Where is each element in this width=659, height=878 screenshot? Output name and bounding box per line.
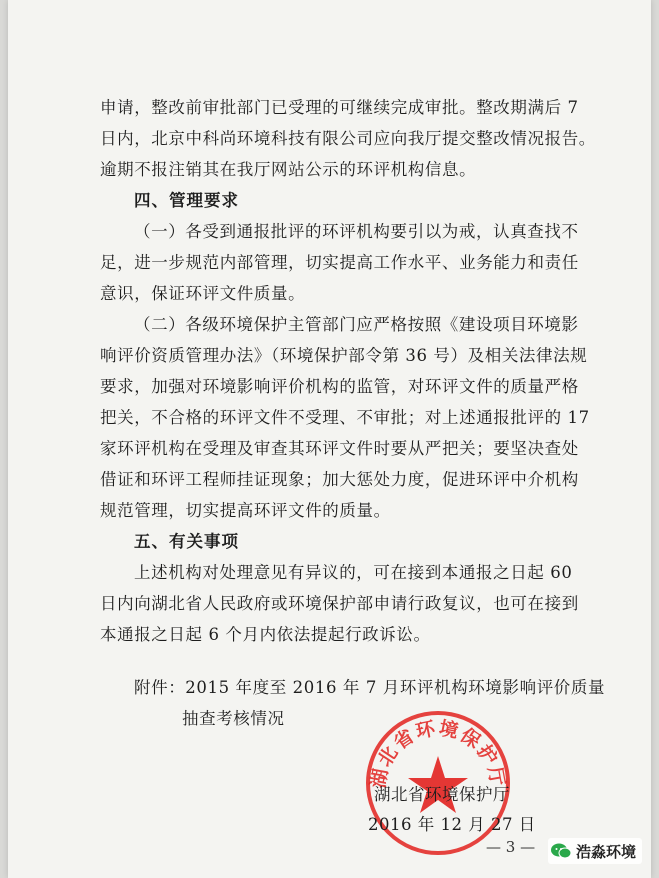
body-line: 申请，整改前审批部门已受理的可继续完成审批。整改期满后 7	[100, 98, 579, 117]
attachment-line: 抽查考核情况	[182, 709, 285, 728]
body-line: （一）各受到通报批评的环评机构要引以为戒，认真查找不	[134, 222, 579, 241]
body-line: 上述机构对处理意见有异议的，可在接到本通报之日起 60	[134, 563, 573, 582]
watermark	[548, 838, 642, 864]
watermark-text: 浩淼环境	[576, 842, 637, 861]
page-number: — 3 —	[486, 838, 536, 856]
body-line: 规范管理，切实提高环评文件的质量。	[100, 501, 391, 520]
body-line: 要求，加强对环境影响评价机构的监管，对环评文件的质量严格	[100, 377, 579, 396]
section-heading-4: 四、管理要求	[134, 191, 239, 210]
document-body	[100, 92, 606, 734]
body-line: 家环评机构在受理及审查其环评文件时要从严把关；要坚决查处	[100, 439, 579, 458]
body-line: 把关，不合格的环评文件不受理、不审批；对上述通报批评的 17	[100, 408, 590, 427]
body-line: 日内，北京中科尚环境科技有限公司应向我厅提交整改情况报告。	[100, 129, 596, 148]
signature-block	[368, 780, 568, 840]
body-line: 日内向湖北省人民政府或环境保护部申请行政复议，也可在接到	[100, 594, 579, 613]
body-line: 响评价资质管理办法》（环境保护部令第 36 号）及相关法律法规	[100, 346, 588, 365]
body-line: 意识，保证环评文件质量。	[100, 284, 306, 303]
seal-arc-text: 湖北省环境保护厅	[367, 717, 509, 790]
body-line: 本通报之日起 6 个月内依法提起行政诉讼。	[100, 625, 431, 644]
body-line: （二）各级环境保护主管部门应严格按照《建设项目环境影	[134, 315, 579, 334]
attachment-line: 附件：2015 年度至 2016 年 7 月环评机构环境影响评价质量	[134, 678, 606, 697]
body-line: 足，进一步规范内部管理，切实提高工作水平、业务能力和责任	[100, 253, 579, 272]
signature-org: 湖北省环境保护厅	[374, 785, 510, 804]
signature-date: 2016 年 12 月 27 日	[368, 815, 536, 834]
document-page	[8, 0, 651, 878]
body-line: 逾期不报注销其在我厅网站公示的环评机构信息。	[100, 160, 477, 179]
spacer	[100, 650, 580, 672]
section-heading-5: 五、有关事项	[134, 532, 239, 551]
body-line: 借证和环评工程师挂证现象；加大惩处力度，促进环评中介机构	[100, 470, 579, 489]
wechat-icon	[550, 842, 572, 860]
